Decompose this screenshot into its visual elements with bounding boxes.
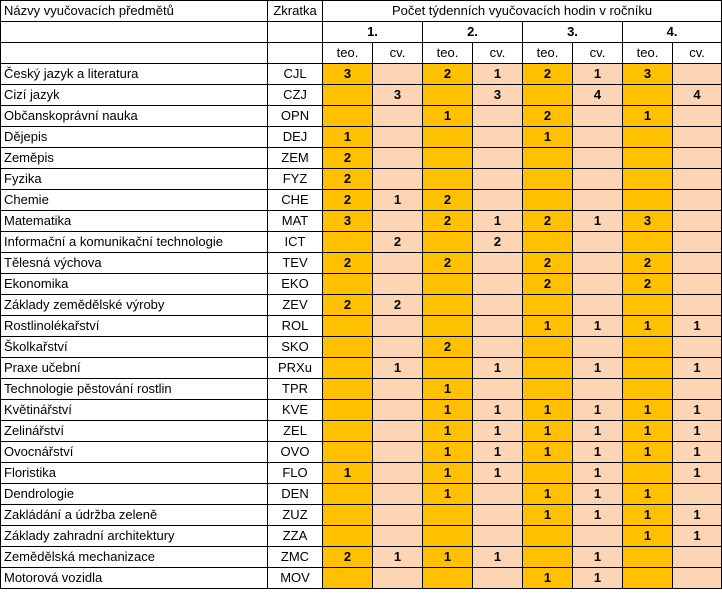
- teo-hours-cell: [623, 232, 673, 253]
- teo-hours-cell: [323, 85, 373, 106]
- teo-hours-cell: 1: [423, 463, 473, 484]
- year-4-header: 4.: [623, 22, 722, 43]
- table-row: [1, 337, 722, 358]
- teo-hours-cell: 1: [523, 505, 573, 526]
- subject-abbr: ZEM: [268, 148, 323, 169]
- teo-hours-cell: [623, 568, 673, 589]
- teo-hours-cell: 3: [323, 64, 373, 85]
- year-3-header: 3.: [523, 22, 623, 43]
- cv-hours-cell: 1: [573, 505, 623, 526]
- cv-hours-cell: 1: [673, 358, 722, 379]
- cv-hours-cell: [673, 274, 722, 295]
- teo-hours-cell: 1: [423, 442, 473, 463]
- cv-hours-cell: [573, 253, 623, 274]
- teo-hours-cell: 2: [423, 211, 473, 232]
- subject-name: Zakládání a údržba zeleně: [1, 505, 268, 526]
- subject-name: Motorová vozidla: [1, 568, 268, 589]
- subject-name: Zelinářství: [1, 421, 268, 442]
- teo-header: teo.: [423, 43, 473, 64]
- cv-hours-cell: [373, 316, 423, 337]
- cv-hours-cell: [573, 232, 623, 253]
- cv-hours-cell: 1: [673, 421, 722, 442]
- cv-hours-cell: 1: [673, 463, 722, 484]
- teo-hours-cell: 1: [523, 400, 573, 421]
- teo-hours-cell: 3: [623, 211, 673, 232]
- cv-hours-cell: 1: [573, 211, 623, 232]
- cv-hours-cell: 4: [573, 85, 623, 106]
- teo-hours-cell: [423, 169, 473, 190]
- table-row: [1, 316, 722, 337]
- subject-name: Praxe učební: [1, 358, 268, 379]
- teo-hours-cell: 1: [623, 526, 673, 547]
- cv-hours-cell: [673, 484, 722, 505]
- table-row: [1, 547, 722, 568]
- table-row: [1, 379, 722, 400]
- teo-hours-cell: [523, 526, 573, 547]
- cv-hours-cell: 1: [473, 358, 523, 379]
- cv-hours-cell: [573, 274, 623, 295]
- cv-hours-cell: 1: [573, 568, 623, 589]
- subject-name: Ovocnářství: [1, 442, 268, 463]
- teo-hours-cell: 2: [423, 190, 473, 211]
- table-header: [1, 1, 722, 64]
- cv-hours-cell: 1: [673, 316, 722, 337]
- hours-header: Počet týdenních vyučovacích hodin v ročníku: [323, 1, 722, 22]
- cv-hours-cell: 1: [573, 358, 623, 379]
- teo-hours-cell: [323, 316, 373, 337]
- cv-hours-cell: 3: [373, 85, 423, 106]
- subject-name: Květinářství: [1, 400, 268, 421]
- cv-hours-cell: [673, 253, 722, 274]
- teo-hours-cell: [523, 148, 573, 169]
- table-row: [1, 358, 722, 379]
- cv-hours-cell: [473, 568, 523, 589]
- cv-hours-cell: 1: [573, 547, 623, 568]
- teo-hours-cell: 1: [423, 421, 473, 442]
- subject-abbr: CZJ: [268, 85, 323, 106]
- teo-hours-cell: [323, 274, 373, 295]
- teo-hours-cell: 2: [323, 169, 373, 190]
- teo-hours-cell: [523, 85, 573, 106]
- cv-hours-cell: [673, 106, 722, 127]
- header-row-types: [1, 43, 722, 64]
- cv-hours-cell: 3: [473, 85, 523, 106]
- cv-hours-cell: [573, 337, 623, 358]
- cv-hours-cell: 1: [373, 547, 423, 568]
- teo-hours-cell: 1: [423, 484, 473, 505]
- teo-hours-cell: 1: [623, 421, 673, 442]
- table-row: [1, 526, 722, 547]
- cv-hours-cell: 1: [673, 400, 722, 421]
- cv-hours-cell: [573, 190, 623, 211]
- teo-hours-cell: [623, 337, 673, 358]
- subject-abbr: TPR: [268, 379, 323, 400]
- subject-abbr: ROL: [268, 316, 323, 337]
- teo-hours-cell: 2: [323, 148, 373, 169]
- cv-hours-cell: [573, 169, 623, 190]
- subject-abbr: ZEV: [268, 295, 323, 316]
- cv-hours-cell: [673, 547, 722, 568]
- table-row: [1, 484, 722, 505]
- cv-hours-cell: [673, 232, 722, 253]
- table-row: [1, 106, 722, 127]
- cv-hours-cell: [473, 316, 523, 337]
- cv-hours-cell: 2: [373, 295, 423, 316]
- teo-hours-cell: [323, 505, 373, 526]
- teo-hours-cell: 1: [523, 442, 573, 463]
- cv-hours-cell: [373, 148, 423, 169]
- cv-hours-cell: [373, 421, 423, 442]
- cv-hours-cell: [373, 379, 423, 400]
- teo-hours-cell: 2: [523, 106, 573, 127]
- teo-hours-cell: 2: [423, 253, 473, 274]
- table-row: [1, 442, 722, 463]
- subject-name: Technologie pěstování rostlin: [1, 379, 268, 400]
- teo-hours-cell: 1: [623, 505, 673, 526]
- teo-hours-cell: 2: [623, 274, 673, 295]
- subject-name: Základy zahradní architektury: [1, 526, 268, 547]
- subject-name: Tělesná výchova: [1, 253, 268, 274]
- teo-hours-cell: 1: [323, 127, 373, 148]
- teo-hours-cell: [523, 337, 573, 358]
- cv-hours-cell: [373, 505, 423, 526]
- teo-hours-cell: [423, 127, 473, 148]
- cv-hours-cell: [573, 379, 623, 400]
- cv-hours-cell: 1: [573, 421, 623, 442]
- subject-abbr: ICT: [268, 232, 323, 253]
- teo-hours-cell: 3: [323, 211, 373, 232]
- teo-hours-cell: [423, 526, 473, 547]
- cv-hours-cell: 1: [573, 463, 623, 484]
- cv-hours-cell: [473, 526, 523, 547]
- year-1-header: 1.: [323, 22, 423, 43]
- subject-abbr: TEV: [268, 253, 323, 274]
- table-row: [1, 274, 722, 295]
- teo-hours-cell: [523, 547, 573, 568]
- cv-hours-cell: [373, 484, 423, 505]
- subject-name: Cizí jazyk: [1, 85, 268, 106]
- year-2-header: 2.: [423, 22, 523, 43]
- teo-hours-cell: [323, 400, 373, 421]
- cv-hours-cell: [673, 64, 722, 85]
- teo-hours-cell: [423, 148, 473, 169]
- table-row: [1, 400, 722, 421]
- cv-hours-cell: [473, 169, 523, 190]
- cv-hours-cell: [473, 484, 523, 505]
- cv-hours-cell: [673, 568, 722, 589]
- subject-abbr: CHE: [268, 190, 323, 211]
- cv-hours-cell: [373, 400, 423, 421]
- table-row: [1, 169, 722, 190]
- subject-abbr: DEJ: [268, 127, 323, 148]
- teo-hours-cell: 1: [623, 106, 673, 127]
- teo-hours-cell: [623, 358, 673, 379]
- teo-hours-cell: [623, 148, 673, 169]
- teo-hours-cell: 1: [623, 484, 673, 505]
- header-row-main: [1, 1, 722, 22]
- teo-hours-cell: [323, 337, 373, 358]
- cv-hours-cell: [473, 190, 523, 211]
- teo-hours-cell: 1: [423, 547, 473, 568]
- subject-abbr: OVO: [268, 442, 323, 463]
- table-row: [1, 148, 722, 169]
- teo-hours-cell: [523, 379, 573, 400]
- teo-hours-cell: [323, 106, 373, 127]
- teo-hours-cell: 2: [523, 211, 573, 232]
- subject-name: Chemie: [1, 190, 268, 211]
- cv-hours-cell: 1: [573, 64, 623, 85]
- subject-abbr: PRXu: [268, 358, 323, 379]
- cv-hours-cell: [673, 190, 722, 211]
- cv-hours-cell: 1: [373, 190, 423, 211]
- table-row: [1, 463, 722, 484]
- cv-hours-cell: 1: [673, 505, 722, 526]
- cv-hours-cell: [473, 505, 523, 526]
- cv-hours-cell: [473, 295, 523, 316]
- cv-hours-cell: [373, 169, 423, 190]
- teo-hours-cell: 2: [323, 253, 373, 274]
- teo-hours-cell: [423, 568, 473, 589]
- header-row-years: [1, 22, 722, 43]
- subject-abbr: DEN: [268, 484, 323, 505]
- abbr-header: Zkratka: [268, 1, 323, 22]
- cv-hours-cell: 1: [473, 400, 523, 421]
- teo-hours-cell: 1: [523, 484, 573, 505]
- cv-hours-cell: [373, 526, 423, 547]
- cv-hours-cell: [673, 211, 722, 232]
- empty-header-cell: [1, 43, 268, 64]
- teo-hours-cell: 2: [523, 274, 573, 295]
- cv-hours-cell: [373, 463, 423, 484]
- teo-hours-cell: 1: [623, 442, 673, 463]
- teo-hours-cell: 1: [623, 316, 673, 337]
- table-row: [1, 295, 722, 316]
- subject-name: Informační a komunikační technologie: [1, 232, 268, 253]
- teo-hours-cell: 1: [323, 463, 373, 484]
- teo-header: teo.: [623, 43, 673, 64]
- teo-hours-cell: [423, 358, 473, 379]
- teo-hours-cell: 1: [523, 568, 573, 589]
- teo-hours-cell: 1: [523, 127, 573, 148]
- teo-header: teo.: [323, 43, 373, 64]
- empty-header-cell: [1, 22, 268, 43]
- cv-hours-cell: [473, 106, 523, 127]
- cv-hours-cell: 2: [373, 232, 423, 253]
- teo-hours-cell: [423, 295, 473, 316]
- table-row: [1, 505, 722, 526]
- teo-hours-cell: [323, 442, 373, 463]
- cv-hours-cell: [473, 253, 523, 274]
- cv-hours-cell: [673, 295, 722, 316]
- teo-hours-cell: 1: [423, 379, 473, 400]
- table-body: [1, 64, 722, 589]
- subject-name: Dějepis: [1, 127, 268, 148]
- cv-hours-cell: [573, 148, 623, 169]
- teo-hours-cell: [623, 463, 673, 484]
- table-row: [1, 421, 722, 442]
- teo-hours-cell: 1: [423, 400, 473, 421]
- teo-hours-cell: [523, 463, 573, 484]
- cv-hours-cell: 1: [573, 442, 623, 463]
- subject-abbr: FLO: [268, 463, 323, 484]
- cv-hours-cell: [673, 127, 722, 148]
- empty-header-cell: [268, 43, 323, 64]
- cv-hours-cell: [573, 295, 623, 316]
- teo-hours-cell: 3: [623, 64, 673, 85]
- teo-hours-cell: [523, 232, 573, 253]
- teo-hours-cell: [323, 379, 373, 400]
- cv-hours-cell: 1: [573, 484, 623, 505]
- cv-hours-cell: [673, 148, 722, 169]
- cv-hours-cell: 2: [473, 232, 523, 253]
- cv-hours-cell: 1: [673, 442, 722, 463]
- cv-header: cv.: [373, 43, 423, 64]
- cv-hours-cell: [373, 253, 423, 274]
- teo-hours-cell: [323, 484, 373, 505]
- cv-hours-cell: 1: [573, 400, 623, 421]
- teo-hours-cell: 2: [623, 253, 673, 274]
- teo-hours-cell: [623, 190, 673, 211]
- cv-hours-cell: [373, 64, 423, 85]
- teo-hours-cell: [523, 169, 573, 190]
- cv-hours-cell: [373, 568, 423, 589]
- teo-hours-cell: 1: [523, 316, 573, 337]
- teo-hours-cell: [523, 295, 573, 316]
- subject-name: Ekonomika: [1, 274, 268, 295]
- empty-header-cell: [268, 22, 323, 43]
- subject-abbr: MAT: [268, 211, 323, 232]
- table-row: [1, 232, 722, 253]
- teo-hours-cell: 1: [423, 106, 473, 127]
- subject-name: Zemědělská mechanizace: [1, 547, 268, 568]
- cv-hours-cell: [573, 106, 623, 127]
- cv-hours-cell: 1: [673, 526, 722, 547]
- teo-hours-cell: 1: [623, 400, 673, 421]
- subject-abbr: ZUZ: [268, 505, 323, 526]
- cv-hours-cell: [473, 274, 523, 295]
- teo-hours-cell: 2: [523, 253, 573, 274]
- teo-hours-cell: [523, 190, 573, 211]
- subject-abbr: KVE: [268, 400, 323, 421]
- teo-hours-cell: [423, 505, 473, 526]
- cv-hours-cell: [673, 169, 722, 190]
- subject-abbr: OPN: [268, 106, 323, 127]
- teo-hours-cell: [623, 295, 673, 316]
- teo-hours-cell: 2: [323, 295, 373, 316]
- teo-hours-cell: 1: [523, 421, 573, 442]
- cv-hours-cell: [673, 379, 722, 400]
- cv-hours-cell: [473, 148, 523, 169]
- table-row: [1, 64, 722, 85]
- cv-hours-cell: [373, 211, 423, 232]
- teo-hours-cell: [323, 568, 373, 589]
- teo-hours-cell: [323, 526, 373, 547]
- cv-hours-cell: [373, 442, 423, 463]
- cv-hours-cell: [573, 127, 623, 148]
- cv-hours-cell: [373, 337, 423, 358]
- teo-hours-cell: [323, 421, 373, 442]
- subject-abbr: CJL: [268, 64, 323, 85]
- table-row: [1, 211, 722, 232]
- cv-header: cv.: [573, 43, 623, 64]
- subject-name: Zeměpis: [1, 148, 268, 169]
- subject-abbr: EKO: [268, 274, 323, 295]
- cv-header: cv.: [473, 43, 523, 64]
- cv-hours-cell: [673, 337, 722, 358]
- cv-header: cv.: [673, 43, 722, 64]
- teo-hours-cell: [323, 358, 373, 379]
- subject-name: Dendrologie: [1, 484, 268, 505]
- cv-hours-cell: [473, 337, 523, 358]
- subject-abbr: SKO: [268, 337, 323, 358]
- cv-hours-cell: [373, 106, 423, 127]
- teo-hours-cell: 2: [323, 190, 373, 211]
- teo-hours-cell: [623, 547, 673, 568]
- cv-hours-cell: [373, 127, 423, 148]
- subject-name: Floristika: [1, 463, 268, 484]
- cv-hours-cell: [373, 274, 423, 295]
- cv-hours-cell: 1: [473, 463, 523, 484]
- cv-hours-cell: 4: [673, 85, 722, 106]
- cv-hours-cell: 1: [473, 211, 523, 232]
- cv-hours-cell: 1: [473, 421, 523, 442]
- table-row: [1, 127, 722, 148]
- teo-hours-cell: 2: [323, 547, 373, 568]
- subject-name: Školkařství: [1, 337, 268, 358]
- subject-name: Fyzika: [1, 169, 268, 190]
- teo-hours-cell: 2: [423, 64, 473, 85]
- teo-hours-cell: 2: [423, 337, 473, 358]
- teo-hours-cell: [423, 316, 473, 337]
- teo-hours-cell: [623, 127, 673, 148]
- subject-name: Matematika: [1, 211, 268, 232]
- cv-hours-cell: [573, 526, 623, 547]
- subject-name: Český jazyk a literatura: [1, 64, 268, 85]
- teo-hours-cell: [423, 232, 473, 253]
- table-row: [1, 568, 722, 589]
- subjects-header: Názvy vyučovacích předmětů: [1, 1, 268, 22]
- subject-abbr: ZMC: [268, 547, 323, 568]
- teo-hours-cell: [523, 358, 573, 379]
- subject-name: Rostlinolékařství: [1, 316, 268, 337]
- cv-hours-cell: 1: [373, 358, 423, 379]
- subject-abbr: MOV: [268, 568, 323, 589]
- teo-hours-cell: 2: [523, 64, 573, 85]
- cv-hours-cell: 1: [473, 442, 523, 463]
- cv-hours-cell: 1: [473, 547, 523, 568]
- subject-name: Občanskoprávní nauka: [1, 106, 268, 127]
- table-row: [1, 190, 722, 211]
- subject-abbr: ZZA: [268, 526, 323, 547]
- subject-name: Základy zemědělské výroby: [1, 295, 268, 316]
- teo-hours-cell: [423, 274, 473, 295]
- teo-hours-cell: [623, 379, 673, 400]
- teo-hours-cell: [623, 169, 673, 190]
- cv-hours-cell: [473, 379, 523, 400]
- teo-hours-cell: [323, 232, 373, 253]
- table-row: [1, 253, 722, 274]
- teo-header: teo.: [523, 43, 573, 64]
- cv-hours-cell: [473, 127, 523, 148]
- cv-hours-cell: 1: [473, 64, 523, 85]
- subject-abbr: ZEL: [268, 421, 323, 442]
- table-row: [1, 85, 722, 106]
- teo-hours-cell: [623, 85, 673, 106]
- cv-hours-cell: 1: [573, 316, 623, 337]
- teo-hours-cell: [423, 85, 473, 106]
- subject-abbr: FYZ: [268, 169, 323, 190]
